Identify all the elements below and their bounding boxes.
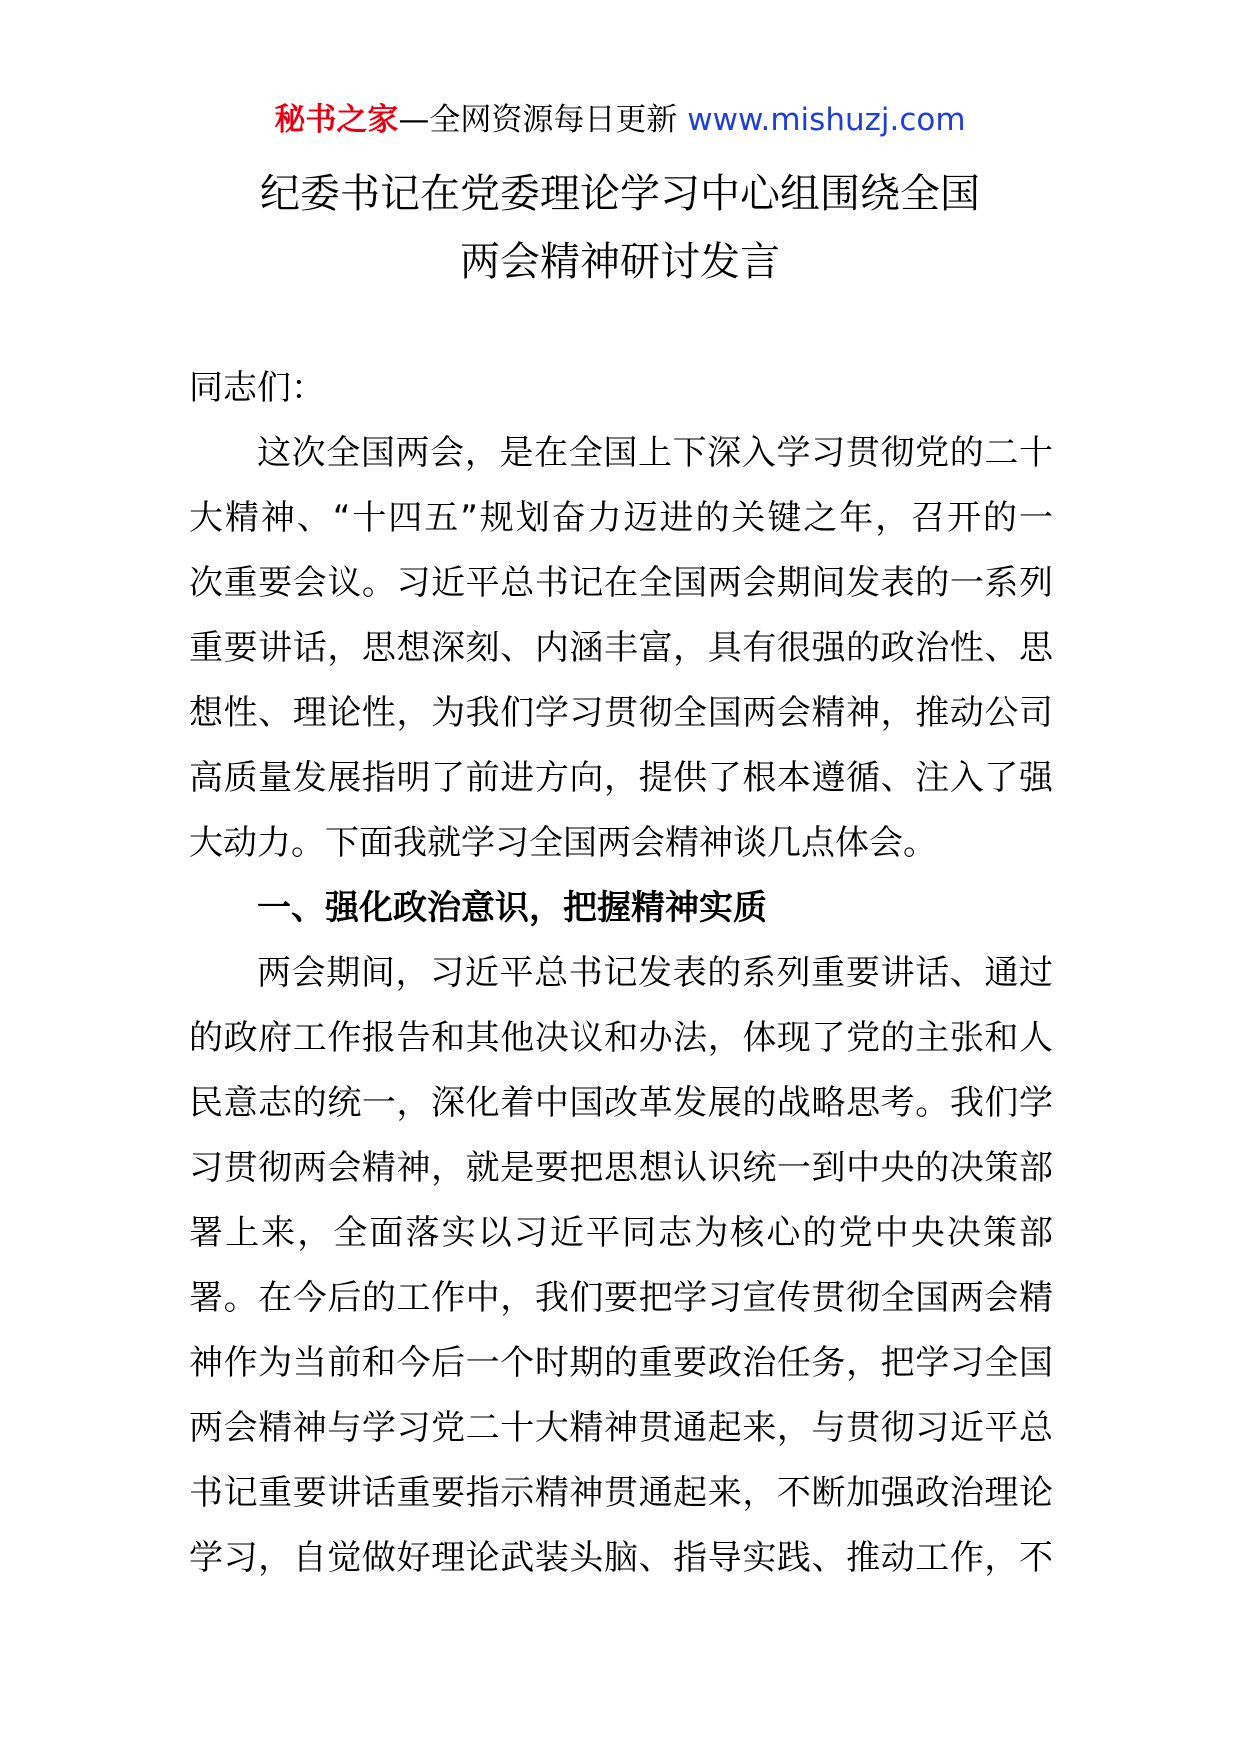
paragraph-1 <box>189 421 1053 876</box>
document-body <box>189 356 1053 1591</box>
paragraph-2 <box>189 941 1053 1591</box>
paragraph-line: 大精神、“十四五”规划奋力迈进的关键之年，召开的一 <box>189 498 1053 538</box>
section-heading-1: 一、强化政治意识，把握精神实质 <box>257 888 767 928</box>
paragraph-line: 重要讲话，思想深刻、内涵丰富，具有很强的政治性、思 <box>189 628 1053 668</box>
site-url-link[interactable]: www.mishuzj.com <box>687 102 966 138</box>
paragraph-line: 大动力。下面我就学习全国两会精神谈几点体会。 <box>189 823 937 863</box>
paragraph-line: 学习，自觉做好理论武装头脑、指导实践、推动工作，不 <box>189 1538 1053 1578</box>
paragraph-line: 这次全国两会，是在全国上下深入学习贯彻党的二十 <box>257 433 1053 473</box>
title-line-1: 纪委书记在党委理论学习中心组围绕全国 <box>260 171 980 217</box>
paragraph-line: 习贯彻两会精神，就是要把思想认识统一到中央的决策部 <box>189 1148 1053 1188</box>
paragraph-line: 神作为当前和今后一个时期的重要政治任务，把学习全国 <box>189 1343 1053 1383</box>
paragraph-line: 的政府工作报告和其他决议和办法，体现了党的主张和人 <box>189 1018 1053 1058</box>
paragraph-line: 书记重要讲话重要指示精神贯通起来，不断加强政治理论 <box>189 1473 1053 1513</box>
title-line-2: 两会精神研讨发言 <box>460 239 780 285</box>
salutation: 同志们： <box>189 368 325 408</box>
paragraph-line: 署。在今后的工作中，我们要把学习宣传贯彻全国两会精 <box>189 1278 1053 1318</box>
paragraph-line: 署上来，全面落实以习近平同志为核心的党中央决策部 <box>189 1213 1053 1253</box>
paragraph-line: 次重要会议。习近平总书记在全国两会期间发表的一系列 <box>189 563 1053 603</box>
document-title <box>0 160 1240 296</box>
paragraph-line: 民意志的统一，深化着中国改革发展的战略思考。我们学 <box>189 1083 1053 1123</box>
brand-name: 秘书之家 <box>274 102 399 138</box>
paragraph-line: 想性、理论性，为我们学习贯彻全国两会精神，推动公司 <box>189 693 1053 733</box>
site-header <box>0 98 1240 142</box>
paragraph-line: 两会期间，习近平总书记发表的系列重要讲话、通过 <box>257 953 1053 993</box>
paragraph-line: 高质量发展指明了前进方向，提供了根本遵循、注入了强 <box>189 758 1053 798</box>
paragraph-line: 两会精神与学习党二十大精神贯通起来，与贯彻习近平总 <box>189 1408 1053 1448</box>
header-tagline: —全网资源每日更新 <box>398 102 678 138</box>
